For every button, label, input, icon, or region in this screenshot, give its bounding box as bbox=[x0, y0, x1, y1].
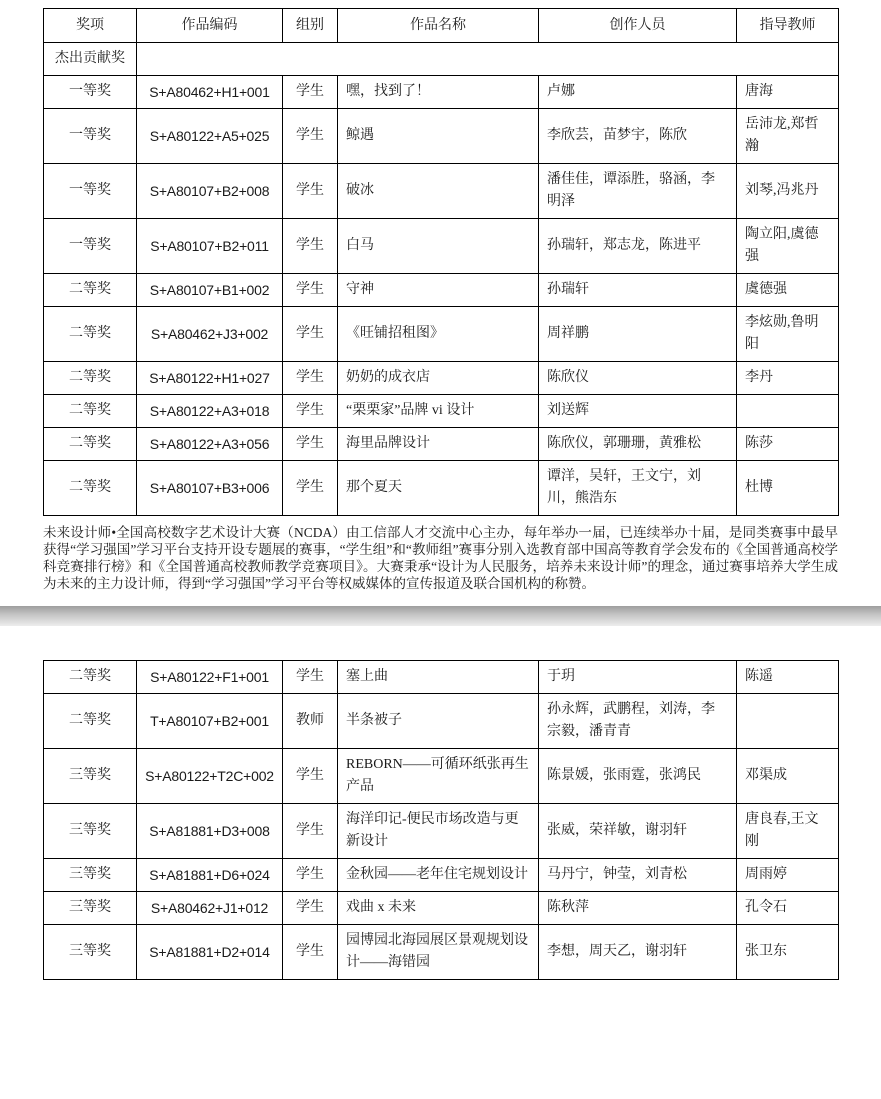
page-break-shadow bbox=[0, 606, 881, 626]
title-cell: REBORN——可循环纸张再生产品 bbox=[338, 749, 539, 804]
award-cell: 二等奖 bbox=[44, 274, 137, 307]
table-row bbox=[44, 661, 839, 694]
creators-cell: 于玥 bbox=[539, 661, 737, 694]
title-cell: 半条被子 bbox=[338, 694, 539, 749]
creators-cell: 李想，周天乙，谢羽轩 bbox=[539, 925, 737, 980]
teachers-cell: 陶立阳,虞德强 bbox=[737, 219, 839, 274]
title-cell: 塞上曲 bbox=[338, 661, 539, 694]
teachers-cell: 唐良春,王文刚 bbox=[737, 804, 839, 859]
table-row bbox=[44, 395, 839, 428]
group-cell: 学生 bbox=[283, 661, 338, 694]
group-cell: 学生 bbox=[283, 362, 338, 395]
award-cell: 二等奖 bbox=[44, 661, 137, 694]
title-cell: 海洋印记-便民市场改造与更新设计 bbox=[338, 804, 539, 859]
column-header-title: 作品名称 bbox=[338, 9, 539, 43]
code-cell: S+A80462+J3+002 bbox=[137, 307, 283, 362]
title-cell: 奶奶的成衣店 bbox=[338, 362, 539, 395]
title-cell: 园博园北海园展区景观规划设计——海错园 bbox=[338, 925, 539, 980]
title-cell: 海里品牌设计 bbox=[338, 428, 539, 461]
column-header-code: 作品编码 bbox=[137, 9, 283, 43]
title-cell: 白马 bbox=[338, 219, 539, 274]
code-cell: S+A80122+H1+027 bbox=[137, 362, 283, 395]
teachers-cell bbox=[737, 694, 839, 749]
group-cell: 教师 bbox=[283, 694, 338, 749]
code-cell: S+A80122+A3+056 bbox=[137, 428, 283, 461]
title-cell: 金秋园——老年住宅规划设计 bbox=[338, 859, 539, 892]
creators-cell: 张威，荣祥敏，谢羽轩 bbox=[539, 804, 737, 859]
teachers-cell: 岳沛龙,郑哲瀚 bbox=[737, 109, 839, 164]
teachers-cell: 陈遥 bbox=[737, 661, 839, 694]
table-row bbox=[44, 164, 839, 219]
creators-cell: 卢娜 bbox=[539, 76, 737, 109]
award-cell: 一等奖 bbox=[44, 219, 137, 274]
title-cell: 守神 bbox=[338, 274, 539, 307]
creators-cell: 马丹宁，钟莹，刘青松 bbox=[539, 859, 737, 892]
group-cell: 学生 bbox=[283, 307, 338, 362]
code-cell: S+A80107+B2+011 bbox=[137, 219, 283, 274]
creators-cell: 陈秋萍 bbox=[539, 892, 737, 925]
creators-cell: 刘送辉 bbox=[539, 395, 737, 428]
table-row bbox=[44, 428, 839, 461]
group-cell: 学生 bbox=[283, 859, 338, 892]
code-cell: S+A80107+B2+008 bbox=[137, 164, 283, 219]
table-row bbox=[44, 804, 839, 859]
award-cell: 二等奖 bbox=[44, 461, 137, 516]
teachers-cell: 唐海 bbox=[737, 76, 839, 109]
code-cell: S+A81881+D3+008 bbox=[137, 804, 283, 859]
group-cell: 学生 bbox=[283, 274, 338, 307]
table-row bbox=[44, 307, 839, 362]
teachers-cell bbox=[737, 395, 839, 428]
table-row bbox=[44, 749, 839, 804]
table-row bbox=[44, 109, 839, 164]
code-cell: S+A80122+A5+025 bbox=[137, 109, 283, 164]
header-row bbox=[44, 9, 839, 43]
column-header-award: 奖项 bbox=[44, 9, 137, 43]
creators-cell: 陈欣仪 bbox=[539, 362, 737, 395]
title-cell: 鲸遇 bbox=[338, 109, 539, 164]
teachers-cell: 杜博 bbox=[737, 461, 839, 516]
title-cell: 《旺铺招租图》 bbox=[338, 307, 539, 362]
competition-description: 未来设计师•全国高校数字艺术设计大赛（NCDA）由工信部人才交流中心主办，每年举办一届，已连续举办十届，是同类赛事中最早获得“学习强国”学习平台支持开设专题展的赛事，“学生组”和“教师组”赛事分别入选教育部中国高等教育学会发布的《全国普通高校学科竞赛排行榜》和《全国普通高校教师教学竞赛项目》。大赛秉承“设计为人民服务，培养未来设计师”的理念，通过赛事培养大学生成为未来的主力设计师，得到“学习强国”学习平台等权威媒体的宣传报道及联合国机构的称赞。 bbox=[43, 525, 838, 591]
group-cell: 学生 bbox=[283, 76, 338, 109]
table-row bbox=[44, 892, 839, 925]
table-row bbox=[44, 694, 839, 749]
award-cell: 一等奖 bbox=[44, 76, 137, 109]
group-cell: 学生 bbox=[283, 892, 338, 925]
merged-empty-cell bbox=[137, 43, 839, 76]
title-cell: 那个夏天 bbox=[338, 461, 539, 516]
group-cell: 学生 bbox=[283, 461, 338, 516]
code-cell: T+A80107+B2+001 bbox=[137, 694, 283, 749]
teachers-cell: 邓渠成 bbox=[737, 749, 839, 804]
award-cell: 一等奖 bbox=[44, 164, 137, 219]
creators-cell: 李欣芸，苗梦宇，陈欣 bbox=[539, 109, 737, 164]
code-cell: S+A80122+T2C+002 bbox=[137, 749, 283, 804]
table-row bbox=[44, 76, 839, 109]
code-cell: S+A80122+A3+018 bbox=[137, 395, 283, 428]
award-cell: 一等奖 bbox=[44, 109, 137, 164]
teachers-cell: 孔令石 bbox=[737, 892, 839, 925]
creators-cell: 陈景媛，张雨霆，张鸿民 bbox=[539, 749, 737, 804]
awards-table-page2 bbox=[43, 660, 839, 980]
creators-cell: 孙瑞轩 bbox=[539, 274, 737, 307]
table-row bbox=[44, 859, 839, 892]
awards-table-page1 bbox=[43, 8, 839, 516]
title-cell: 戏曲 x 未来 bbox=[338, 892, 539, 925]
column-header-group: 组别 bbox=[283, 9, 338, 43]
title-cell: 嘿，找到了！ bbox=[338, 76, 539, 109]
column-header-creators: 创作人员 bbox=[539, 9, 737, 43]
creators-cell: 潘佳佳，谭添胜，骆涵，李明泽 bbox=[539, 164, 737, 219]
group-cell: 学生 bbox=[283, 164, 338, 219]
teachers-cell: 周雨婷 bbox=[737, 859, 839, 892]
table-row bbox=[44, 925, 839, 980]
creators-cell: 孙永辉，武鹏程，刘涛，李宗毅，潘青青 bbox=[539, 694, 737, 749]
group-cell: 学生 bbox=[283, 804, 338, 859]
creators-cell: 孙瑞轩，郑志龙，陈进平 bbox=[539, 219, 737, 274]
group-cell: 学生 bbox=[283, 395, 338, 428]
code-cell: S+A80462+J1+012 bbox=[137, 892, 283, 925]
teachers-cell: 李丹 bbox=[737, 362, 839, 395]
creators-cell: 周祥鹏 bbox=[539, 307, 737, 362]
award-cell: 三等奖 bbox=[44, 804, 137, 859]
group-cell: 学生 bbox=[283, 749, 338, 804]
table-row bbox=[44, 43, 839, 76]
award-cell: 三等奖 bbox=[44, 859, 137, 892]
column-header-teachers: 指导教师 bbox=[737, 9, 839, 43]
teachers-cell: 刘琴,冯兆丹 bbox=[737, 164, 839, 219]
teachers-cell: 李炫勋,鲁明阳 bbox=[737, 307, 839, 362]
group-cell: 学生 bbox=[283, 428, 338, 461]
table-row bbox=[44, 274, 839, 307]
creators-cell: 谭洋，吴轩，王文宁，刘川，熊浩东 bbox=[539, 461, 737, 516]
title-cell: “栗栗家”品牌 vi 设计 bbox=[338, 395, 539, 428]
teachers-cell: 张卫东 bbox=[737, 925, 839, 980]
table-row bbox=[44, 219, 839, 274]
group-cell: 学生 bbox=[283, 925, 338, 980]
code-cell: S+A80122+F1+001 bbox=[137, 661, 283, 694]
group-cell: 学生 bbox=[283, 219, 338, 274]
award-cell: 二等奖 bbox=[44, 362, 137, 395]
award-cell: 二等奖 bbox=[44, 428, 137, 461]
award-cell: 二等奖 bbox=[44, 694, 137, 749]
code-cell: S+A80107+B1+002 bbox=[137, 274, 283, 307]
teachers-cell: 陈莎 bbox=[737, 428, 839, 461]
award-cell: 二等奖 bbox=[44, 395, 137, 428]
table-row bbox=[44, 461, 839, 516]
teachers-cell: 虞德强 bbox=[737, 274, 839, 307]
group-cell: 学生 bbox=[283, 109, 338, 164]
title-cell: 破冰 bbox=[338, 164, 539, 219]
award-cell: 三等奖 bbox=[44, 749, 137, 804]
code-cell: S+A80107+B3+006 bbox=[137, 461, 283, 516]
table-row bbox=[44, 362, 839, 395]
code-cell: S+A80462+H1+001 bbox=[137, 76, 283, 109]
code-cell: S+A81881+D6+024 bbox=[137, 859, 283, 892]
award-cell: 杰出贡献奖 bbox=[44, 43, 137, 76]
creators-cell: 陈欣仪，郭珊珊，黄雅松 bbox=[539, 428, 737, 461]
award-cell: 二等奖 bbox=[44, 307, 137, 362]
award-cell: 三等奖 bbox=[44, 925, 137, 980]
code-cell: S+A81881+D2+014 bbox=[137, 925, 283, 980]
award-cell: 三等奖 bbox=[44, 892, 137, 925]
